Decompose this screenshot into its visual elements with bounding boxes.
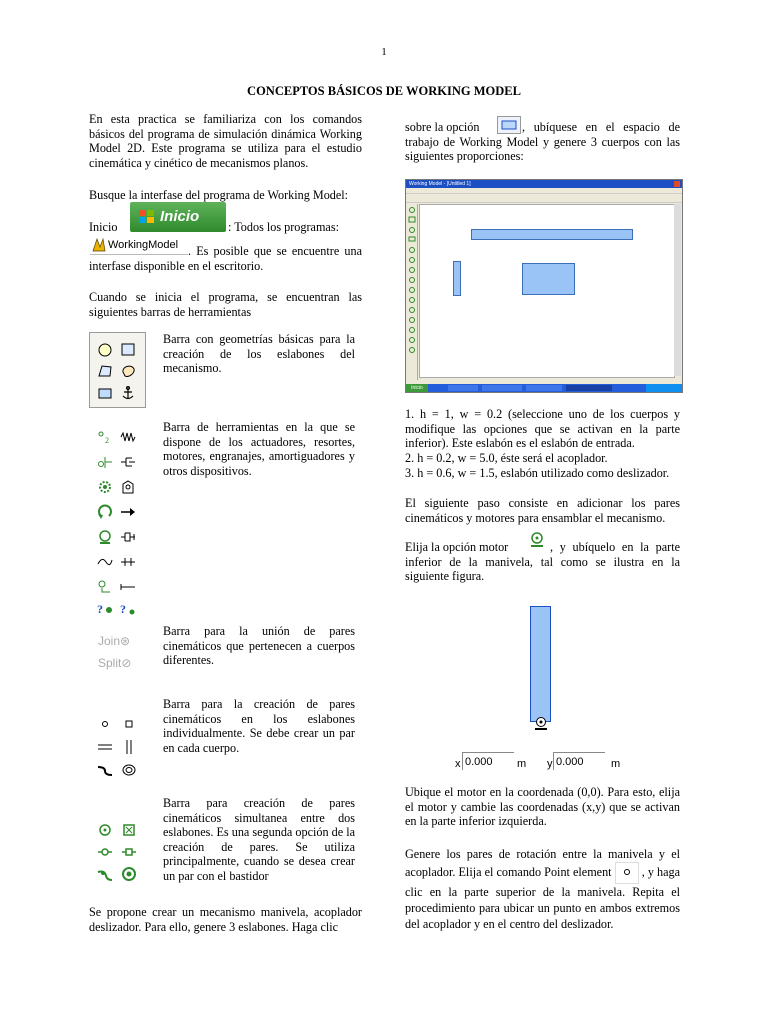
motor-at-base-icon [532,716,550,730]
pulley-icon[interactable] [120,479,136,495]
working-model-screenshot [405,179,683,393]
screenshot-workspace [419,204,675,378]
help-motor-icon[interactable] [97,601,113,617]
bar5-description: Barra para creación de pares cinemáticos simultanea entre dos eslabones. Es una segunda opción de la creación de pares. Se utiliza principalmente, cuando se desea crear un par con el bastidor [163,796,355,883]
curved-slot-joint-icon[interactable] [97,866,113,882]
svg-text:2: 2 [105,436,109,445]
closed-slot-icon[interactable] [121,762,137,778]
close-icon[interactable] [674,181,680,187]
list-item-1: 1. h = 1, w = 0.2 (seleccione uno de los cuerpos y modifique las opciones que se activan en la parte inferior). Este eslabón es el eslabón de entrada. [405,407,680,451]
y-unit: m [611,758,621,770]
screenshot-titlebar [406,180,682,188]
page-number: 1 [381,46,387,58]
rectangle-tool-icon[interactable] [120,342,136,358]
x-label: x [455,758,461,770]
single-joint-toolbar [91,710,145,782]
actuator-icon[interactable] [120,529,136,545]
gear-icon[interactable] [97,479,113,495]
rotation-paragraph [405,846,680,932]
screenshot-taskbar [406,384,682,392]
x-unit: m [517,758,527,770]
force-icon[interactable] [120,504,136,520]
rigid-joint-icon[interactable] [120,579,136,595]
motor-icon[interactable] [97,529,113,545]
rotation-text-b: , y haga clic en la parte superior de la manivela. Repita el procedimiento para ubicar un punto en ambos extremos del acoplador y en el centro del deslizador. [405,864,681,931]
inicio-suffix: : Todos los programas: [228,220,339,234]
rod-icon[interactable] [97,454,113,470]
split-label: Split [98,656,122,670]
shortcut-paragraph: . Es posible que se encuentre una interfase disponible en el escritorio. [89,244,362,273]
motor-text-b: , y ubíquelo en la parte inferior de la manivela, tal como se ilustra en la siguiente figura. [405,540,680,584]
horizontal-slot-icon[interactable] [97,739,113,755]
svg-text:?: ? [120,602,126,616]
square-point-icon[interactable] [121,716,137,732]
keyed-slot-joint-icon[interactable] [121,844,137,860]
rigid-joint-pair-icon[interactable] [121,822,137,838]
option-text-a: sobre la opción [405,120,480,134]
point-element-icon [619,865,635,879]
circle-tool-icon[interactable] [97,342,113,358]
intro-paragraph: En esta practica se familiariza con los comandos básicos del programa de simulación dinámica Working Model 2D. Este programa se utiliza para el estudio cinemática y cinético de mecanismos planos. [89,112,362,170]
join-label: Join [98,634,121,648]
search-paragraph: Busque la interfase del programa de Working Model: [89,188,349,202]
windows-logo-icon [138,209,155,225]
screenshot-scrollbar[interactable] [674,204,681,376]
inicio-button-label: Inicio [160,208,200,225]
join-split-toolbar [91,630,147,676]
list-item-3: 3. h = 0.6, w = 1.5, eslabón utilizado como deslizador. [405,466,670,480]
working-model-label: WorkingModel [108,239,179,251]
next-step-paragraph: El siguiente paso consiste en adicionar los pares cinemáticos y motores para ensamblar el mecanismo. [405,496,680,525]
rope-icon[interactable] [97,554,113,570]
toolbars-intro: Cuando se inicia el programa, se encuentran las siguientes barras de herramientas [89,290,362,319]
split-button[interactable]: Split⊘ [98,656,132,670]
svg-text:?: ? [97,602,103,616]
curved-body-tool-icon[interactable] [120,363,136,379]
horizontal-slot-joint-icon[interactable] [97,844,113,860]
curved-slot-icon[interactable] [97,762,113,778]
list-item-2: 2. h = 0.2, w = 5.0, éste será el acoplador. [405,451,608,465]
taskbar-clock [646,384,682,392]
pin-joint-icon[interactable] [97,822,113,838]
torque-icon[interactable] [97,504,113,520]
screenshot-title: Working Model - [Untitled 1] [409,181,471,187]
square-tool-icon[interactable] [97,385,113,401]
taskbar-start-button[interactable]: Inicio [406,384,428,392]
option-text-b: , ubíquese en el espacio de trabajo de Working Model y genere 3 cuerpos con las siguientes proporciones: [405,120,680,164]
inicio-button[interactable] [130,202,226,232]
bar2-description: Barra de herramientas en la que se dispone de los actuadores, resortes, motores, engranajes, amortiguadores y otros dispositivos. [163,420,355,478]
polygon-tool-icon[interactable] [97,363,113,379]
point-element-button[interactable] [615,862,639,884]
taskbar-item[interactable] [448,385,478,391]
devices-toolbar [89,423,144,616]
y-label: y [547,758,553,770]
separator-icon[interactable] [120,554,136,570]
screenshot-toolbar [406,194,682,203]
rotational-spring-icon[interactable] [97,579,113,595]
closed-slot-joint-icon[interactable] [121,866,137,882]
crank-figure [530,606,551,722]
point-element-icon[interactable] [97,716,113,732]
join-button[interactable]: Join⊛ [98,634,131,648]
basic-geometry-toolbar [89,332,146,408]
spring-icon[interactable] [120,429,136,445]
slider-body[interactable] [522,263,575,295]
crank-body[interactable] [453,261,461,296]
x-coordinate-field[interactable]: 0.000 [462,752,514,770]
paired-joint-toolbar [91,820,145,902]
taskbar-item[interactable] [482,385,522,391]
motor-text-a: Elija la opción motor [405,540,509,554]
bar4-description: Barra para la creación de pares cinemáticos en los eslabones individualmente. Se debe crear un par en cada cuerpo. [163,697,355,755]
help-actuator-icon[interactable] [120,601,136,617]
screenshot-side-toolbar [407,204,418,380]
taskbar-item[interactable] [526,385,562,391]
anchor-icon[interactable] [120,385,136,401]
locate-motor-paragraph: Ubique el motor en la coordenada (0,0). Para esto, elija el motor y cambie las coordenadas (x,y) que se activan en la parte inferior izquierda. [405,785,680,829]
bar3-description: Barra para la unión de pares cinemáticos que pertenecen a cuerpos diferentes. [163,624,355,668]
coupler-body[interactable] [471,229,633,240]
bar1-description: Barra con geometrías básicas para la creación de los eslabones del mecanismo. [163,332,355,376]
taskbar-item[interactable] [566,385,612,391]
vertical-slot-icon[interactable] [121,739,137,755]
closing-paragraph: Se propone crear un mecanismo manivela, acoplador deslizador. Para ello, genere 3 eslabones. Haga clic [89,905,362,934]
inicio-prefix: Inicio [89,220,118,234]
damper-icon[interactable] [120,454,136,470]
page-title: CONCEPTOS BÁSICOS DE WORKING MODEL [247,84,521,98]
spring-damper-icon[interactable] [97,429,113,445]
y-coordinate-field[interactable]: 0.000 [553,752,605,770]
rotation-text-a: Genere los pares de rotación entre la manivela y el acoplador. Elija el comando Point element [405,847,680,879]
